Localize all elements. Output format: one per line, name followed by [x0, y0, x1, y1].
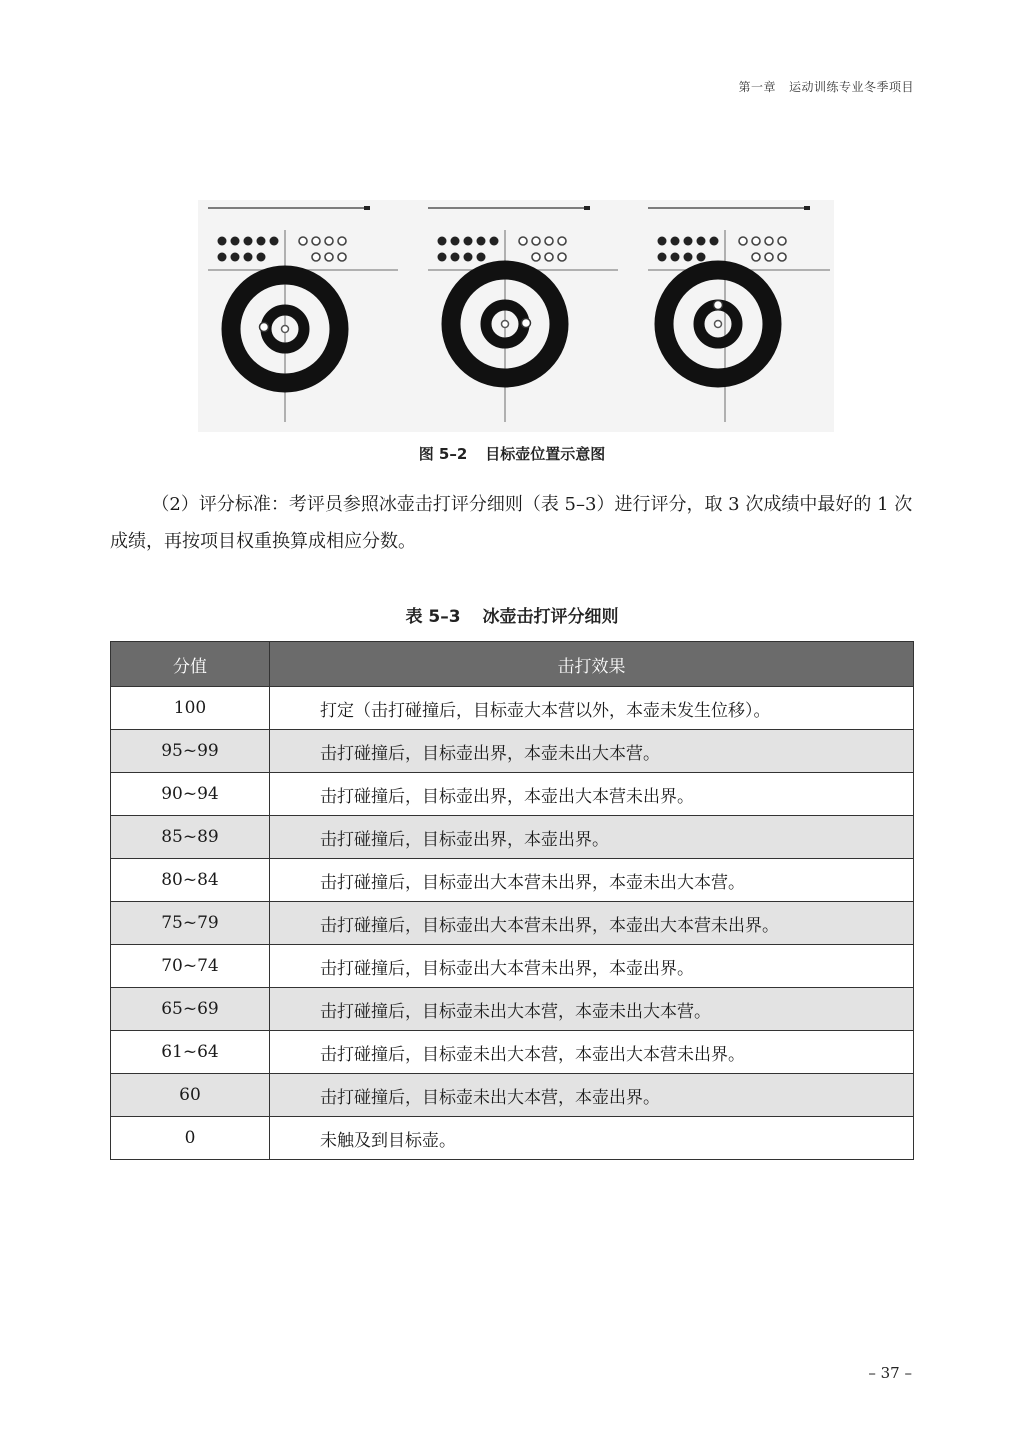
black-stone-icon	[658, 253, 667, 262]
target-stone-icon	[714, 301, 723, 310]
black-stone-icon	[244, 253, 253, 262]
black-stone-icon	[451, 253, 460, 262]
black-stone-icon	[244, 237, 253, 246]
black-stone-icon	[490, 237, 499, 246]
button-center	[282, 326, 289, 333]
white-stone-icon	[778, 253, 786, 261]
white-stone-icon	[519, 237, 527, 245]
black-stone-icon	[697, 253, 706, 262]
white-stone-icon	[739, 237, 747, 245]
black-stone-icon	[684, 237, 693, 246]
score-cell: 60	[111, 1074, 270, 1117]
table-row	[111, 773, 914, 816]
black-stone-icon	[477, 237, 486, 246]
back-line-marker	[584, 206, 590, 210]
white-stone-icon	[532, 253, 540, 261]
table-row	[111, 687, 914, 730]
white-stone-icon	[558, 237, 566, 245]
table-caption	[0, 602, 1024, 627]
black-stone-icon	[697, 237, 706, 246]
button-center	[715, 321, 722, 328]
white-stone-icon	[299, 237, 307, 245]
black-stone-icon	[231, 237, 240, 246]
effect-cell: 击打碰撞后，目标壶出界，本壶出大本营未出界。	[270, 773, 914, 816]
white-stone-icon	[765, 237, 773, 245]
back-line-marker	[364, 206, 370, 210]
column-header-score: 分值	[111, 642, 270, 687]
white-stone-icon	[778, 237, 786, 245]
black-stone-icon	[257, 237, 266, 246]
effect-cell: 击打碰撞后，目标壶出大本营未出界，本壶出大本营未出界。	[270, 902, 914, 945]
table-row	[111, 902, 914, 945]
black-stone-icon	[671, 253, 680, 262]
white-stone-icon	[752, 253, 760, 261]
effect-cell: 击打碰撞后，目标壶出大本营未出界，本壶出界。	[270, 945, 914, 988]
black-stone-icon	[257, 253, 266, 262]
score-cell: 80~84	[111, 859, 270, 902]
figure-title: 目标壶位置示意图	[485, 445, 606, 463]
effect-cell: 击打碰撞后，目标壶出大本营未出界，本壶未出大本营。	[270, 859, 914, 902]
white-stone-icon	[765, 253, 773, 261]
black-stone-icon	[438, 253, 447, 262]
score-cell: 65~69	[111, 988, 270, 1031]
scoring-table	[110, 641, 914, 1160]
black-stone-icon	[464, 237, 473, 246]
score-cell: 70~74	[111, 945, 270, 988]
white-stone-icon	[325, 237, 333, 245]
effect-cell: 击打碰撞后，目标壶未出大本营，本壶未出大本营。	[270, 988, 914, 1031]
effect-cell: 打定（击打碰撞后，目标壶大本营以外，本壶未发生位移）。	[270, 687, 914, 730]
score-cell: 85~89	[111, 816, 270, 859]
black-stone-icon	[684, 253, 693, 262]
table-row	[111, 945, 914, 988]
curling-target-figure	[190, 200, 834, 432]
table-number: 表 5–3	[405, 607, 461, 627]
curling-target-diagram	[190, 200, 834, 432]
score-cell: 75~79	[111, 902, 270, 945]
target-stone-icon	[522, 319, 531, 328]
effect-cell: 击打碰撞后，目标壶未出大本营，本壶出界。	[270, 1074, 914, 1117]
running-header	[739, 78, 914, 95]
black-stone-icon	[464, 253, 473, 262]
black-stone-icon	[477, 253, 486, 262]
table-row	[111, 859, 914, 902]
white-stone-icon	[558, 253, 566, 261]
white-stone-icon	[752, 237, 760, 245]
chapter-title: 运动训练专业冬季项目	[788, 80, 914, 94]
effect-cell: 击打碰撞后，目标壶出界，本壶未出大本营。	[270, 730, 914, 773]
white-stone-icon	[312, 253, 320, 261]
black-stone-icon	[218, 253, 227, 262]
button-center	[502, 321, 509, 328]
table-header-row	[111, 642, 914, 687]
figure-number: 图 5–2	[418, 445, 468, 463]
back-line-marker	[804, 206, 810, 210]
table-row	[111, 816, 914, 859]
scoring-standard-paragraph: （2）评分标准：考评员参照冰壶击打评分细则（表 5–3）进行评分，取 3 次成绩中最好的 1 次成绩，再按项目权重换算成相应分数。	[110, 494, 913, 552]
table-title: 冰壶击打评分细则	[482, 607, 619, 627]
black-stone-icon	[231, 253, 240, 262]
score-cell: 61~64	[111, 1031, 270, 1074]
table-row	[111, 730, 914, 773]
effect-cell: 未触及到目标壶。	[270, 1117, 914, 1160]
effect-cell: 击打碰撞后，目标壶出界，本壶出界。	[270, 816, 914, 859]
figure-caption	[0, 443, 1024, 464]
white-stone-icon	[325, 253, 333, 261]
black-stone-icon	[710, 237, 719, 246]
score-cell: 95~99	[111, 730, 270, 773]
black-stone-icon	[270, 237, 279, 246]
black-stone-icon	[451, 237, 460, 246]
white-stone-icon	[338, 253, 346, 261]
table-row	[111, 988, 914, 1031]
black-stone-icon	[658, 237, 667, 246]
white-stone-icon	[545, 253, 553, 261]
score-cell: 0	[111, 1117, 270, 1160]
white-stone-icon	[545, 237, 553, 245]
chapter-label: 第一章	[738, 80, 777, 94]
page-number: – 37 –	[868, 1364, 912, 1382]
table-row	[111, 1117, 914, 1160]
table-row	[111, 1031, 914, 1074]
table-row	[111, 1074, 914, 1117]
target-stone-icon	[260, 323, 269, 332]
black-stone-icon	[671, 237, 680, 246]
column-header-effect: 击打效果	[270, 642, 914, 687]
white-stone-icon	[532, 237, 540, 245]
effect-cell: 击打碰撞后，目标壶未出大本营，本壶出大本营未出界。	[270, 1031, 914, 1074]
black-stone-icon	[218, 237, 227, 246]
score-cell: 100	[111, 687, 270, 730]
score-cell: 90~94	[111, 773, 270, 816]
black-stone-icon	[438, 237, 447, 246]
white-stone-icon	[338, 237, 346, 245]
white-stone-icon	[312, 237, 320, 245]
